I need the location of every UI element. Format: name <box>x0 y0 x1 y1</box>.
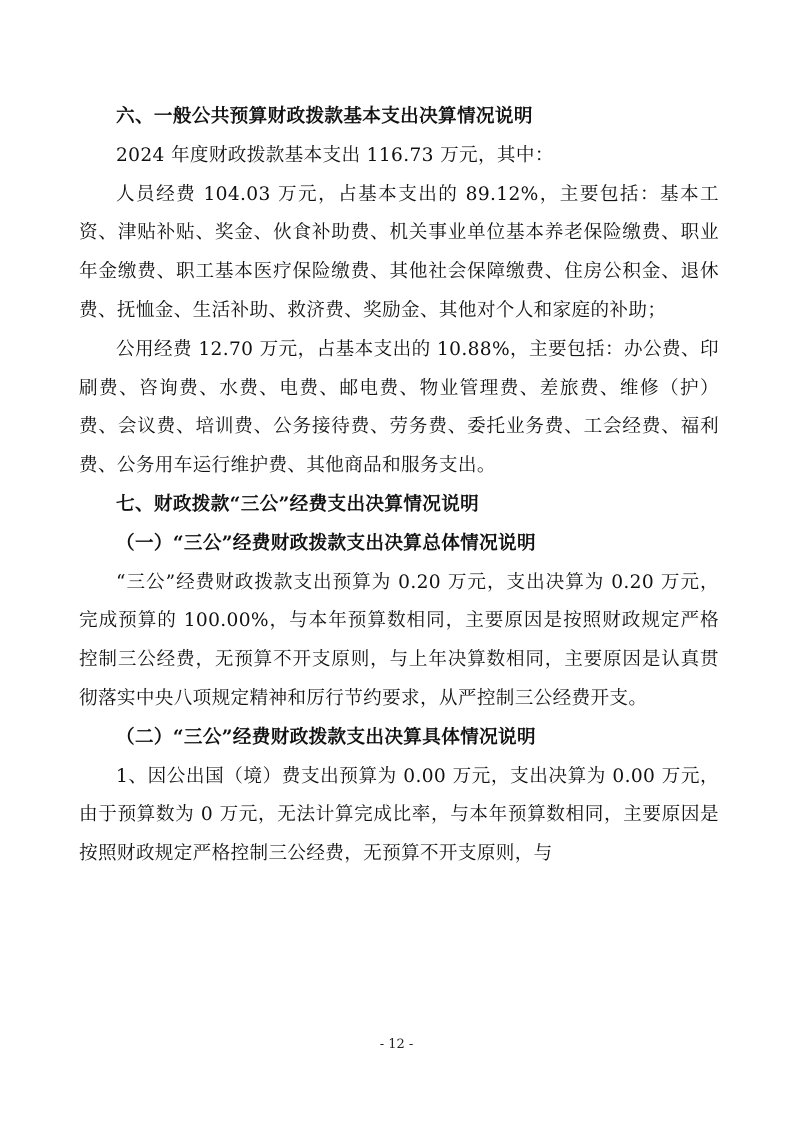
section-heading-six: 六、一般公共预算财政拨款基本支出决算情况说明 <box>116 106 533 127</box>
page-number: - 12 - <box>379 1037 414 1052</box>
document-body <box>79 98 719 874</box>
section-heading-seven: 七、财政拨款“三公”经费支出决算情况说明 <box>116 493 480 515</box>
basic-expenditure-summary: 2024 年度财政拨款基本支出 116.73 万元，其中： <box>116 144 554 166</box>
overseas-travel-paragraph: 1、因公出国（境）费支出预算为 0.00 万元，支出决算为 0.00 万元，由于预算数为 0 万元，无法计算完成比率，与本年预算数相同，主要原因是按照财政规定严格控制三公经费，无预算不开支原则，与 <box>79 765 719 865</box>
public-expenses-paragraph: 公用经费 12.70 万元，占基本支出的 10.88%，主要包括：办公费、印刷费、咨询费、水费、电费、邮电费、物业管理费、差旅费、维修（护）费、会议费、培训费、公务接待费、劳务费、委托业务费、工会经费、福利费、公务用车运行维护费、其他商品和服务支出。 <box>79 338 719 477</box>
three-public-overall-paragraph: “三公”经费财政拨款支出预算为 0.20 万元，支出决算为 0.20 万元，完成预算的 100.00%，与本年预算数相同，主要原因是按照财政规定严格控制三公经费，无预算不开支原则，与上年决算数相同，主要原因是认真贯彻落实中央八项规定精神和厉行节约要求，从严控制三公经费开支。 <box>79 571 719 709</box>
personnel-expenses-paragraph: 人员经费 104.03 万元，占基本支出的 89.12%，主要包括：基本工资、津贴补贴、奖金、伙食补助费、机关事业单位基本养老保险缴费、职业年金缴费、职工基本医疗保险缴费、其他社会保障缴费、住房公积金、退休费、抚恤金、生活补助、救济费、奖励金、其他对个人和家庭的补助； <box>79 183 719 321</box>
subsection-heading-two: （二）“三公”经费财政拨款支出决算具体情况说明 <box>116 726 536 748</box>
subsection-heading-one: （一）“三公”经费财政拨款支出决算总体情况说明 <box>116 532 536 554</box>
